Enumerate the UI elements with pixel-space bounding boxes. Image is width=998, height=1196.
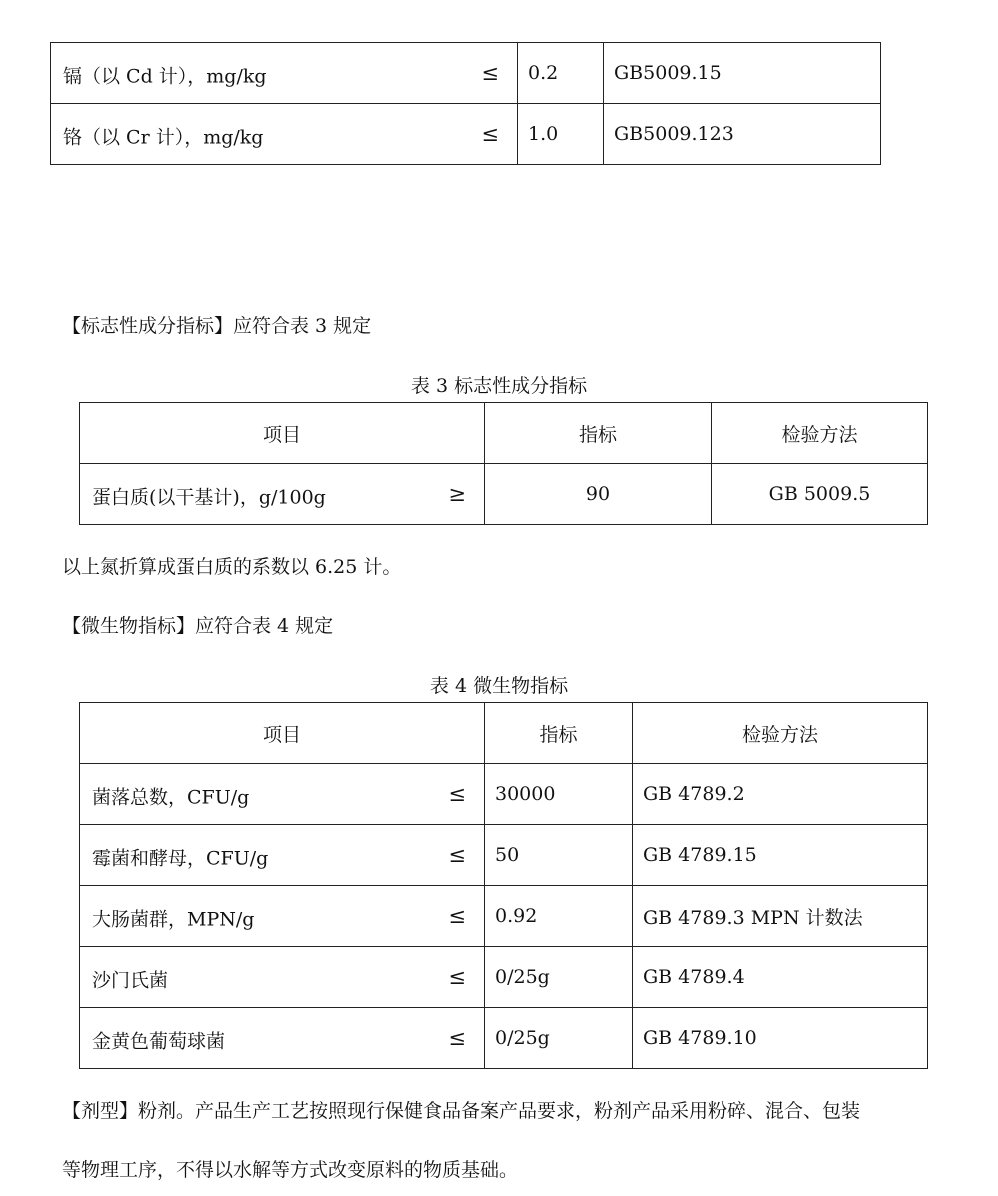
header-method: 检验方法 [712,403,928,464]
comparison-symbol: ≤ [481,61,499,85]
metals-table [50,42,881,165]
value-cell: 0/25g [485,947,633,1008]
method-cell: GB 4789.3 MPN 计数法 [633,886,928,947]
item-cell [80,825,485,886]
method-cell: GB 4789.15 [633,825,928,886]
method-cell: GB5009.123 [604,104,881,165]
table-row [51,104,881,165]
method-cell: GB5009.15 [604,43,881,104]
item-name: 金黄色葡萄球菌 [92,1030,226,1053]
method-cell: GB 4789.4 [633,947,928,1008]
header-item: 项目 [80,703,485,764]
table-row [80,764,928,825]
comparison-symbol: ≤ [448,965,466,989]
table-row [80,947,928,1008]
value-cell: 0/25g [485,1008,633,1069]
value-cell: 1.0 [518,104,604,165]
item-cell [80,947,485,1008]
dosage-line-2: 等物理工序，不得以水解等方式改变原料的物质基础。 [62,1159,519,1181]
header-value: 指标 [485,403,712,464]
table-row [80,825,928,886]
item-name: 镉（以 Cd 计），mg/kg [63,65,267,88]
item-name: 铬（以 Cr 计），mg/kg [63,126,264,149]
value-cell: 50 [485,825,633,886]
comparison-symbol: ≥ [448,482,466,506]
item-name: 蛋白质(以干基计)，g/100g [92,486,326,509]
item-cell [51,104,518,165]
table-row [80,464,928,525]
table-header-row [80,703,928,764]
marker-table [79,402,928,525]
table-row [80,1008,928,1069]
conversion-note: 以上氮折算成蛋白质的系数以 6.25 计。 [62,556,402,578]
table-header-row [80,403,928,464]
dosage-line-1: 【剂型】粉剂。产品生产工艺按照现行保健食品备案产品要求，粉剂产品采用粉碎、混合、包装 [62,1100,861,1122]
method-cell: GB 4789.2 [633,764,928,825]
comparison-symbol: ≤ [448,782,466,806]
value-cell: 0.92 [485,886,633,947]
item-cell [80,886,485,947]
item-name: 菌落总数，CFU/g [92,786,250,809]
item-cell [80,464,485,525]
header-method: 检验方法 [633,703,928,764]
method-cell: GB 4789.10 [633,1008,928,1069]
header-item: 项目 [80,403,485,464]
comparison-symbol: ≤ [448,1026,466,1050]
table4-caption: 表 4 微生物指标 [429,675,569,697]
item-name: 沙门氏菌 [92,969,169,992]
comparison-symbol: ≤ [481,122,499,146]
comparison-symbol: ≤ [448,843,466,867]
table3-caption: 表 3 标志性成分指标 [410,375,588,397]
item-name: 霉菌和酵母，CFU/g [92,847,269,870]
method-cell: GB 5009.5 [712,464,928,525]
header-value: 指标 [485,703,633,764]
value-cell: 30000 [485,764,633,825]
value-cell: 90 [485,464,712,525]
table-row [80,886,928,947]
section4-intro: 【微生物指标】应符合表 4 规定 [62,615,334,637]
comparison-symbol: ≤ [448,904,466,928]
item-cell [80,1008,485,1069]
value-cell: 0.2 [518,43,604,104]
microbe-table [79,702,928,1069]
item-cell [51,43,518,104]
table-row [51,43,881,104]
item-cell [80,764,485,825]
section3-intro: 【标志性成分指标】应符合表 3 规定 [62,315,372,337]
item-name: 大肠菌群，MPN/g [92,908,255,931]
